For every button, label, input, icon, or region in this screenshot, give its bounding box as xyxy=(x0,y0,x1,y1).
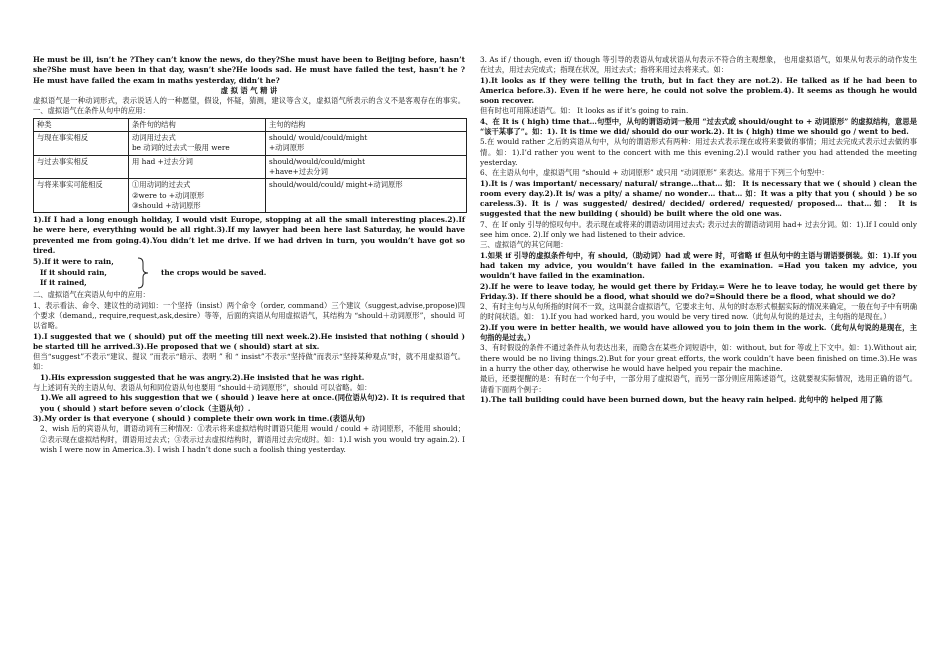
table-cell-condition xyxy=(129,179,266,213)
cell-line: ③should +动词原形 xyxy=(132,200,201,210)
curly-brace-icon xyxy=(136,257,150,289)
inversion-rule: 1.如果 if 引导的虚拟条件句中，有 should,（助动词）had 或 were 时，可省略 if 但从句中的主语与谓语要倒装。如：1).If you had taken my advice, you wouldn’t have failed in the examination. =Had you taken my advice, you wouldn’t have failed in the examination. xyxy=(480,250,917,281)
closing-example: 1).The tall building could have been burned down, but the heavy rain helped. 此句中的 helped 用了陈 xyxy=(480,394,883,404)
cell-line: 用 had +过去分词 xyxy=(132,156,193,166)
section-2-exception: 但当“suggest”不表示“建议、提议 ”而表示“暗示、表明 ” 和 “ insist”不表示“坚持做”而表示“坚持某种观点”时，就不用虚拟语气。如： xyxy=(33,352,465,372)
section-3-title: 三、虚拟语气的其它问题： xyxy=(480,240,568,250)
inversion-examples: 2).If he were to leave today, he would get there by Friday.= Were he to leave today, he would get there by Friday.3). If there should be a flood, what should we do?=Should there be a flood, what should we do? xyxy=(480,281,917,301)
section-2-examples: 1).I suggested that we ( should) put off the meeting till next week.2).He insisted that nothing ( should ) be started till he arrived.3).He proposed that we ( should) start at six. xyxy=(33,331,465,351)
example-5-line: If it rained, xyxy=(40,277,87,287)
cell-line: should/ would/could/might xyxy=(269,133,368,143)
if-only-rule: 7、在 If only 引导的惊叹句中。表示现在或将来的谓语动词用过去式; 表示过去的谓语动词用 had+ 过去分词。如：1).If I could only see him once. 2).If only we had listened to their advice. xyxy=(480,219,917,240)
page-title: 虚 拟 语 气 精 讲 xyxy=(220,85,278,95)
section-2-rule: 1、表示看法、命令、建议性的动词如：一个坚持（insist）两个命令（order, command）三个建议（suggest,advise,propose)四个要求（demand,, require,request,ask,desire）等等，后面的宾语从句用虚拟语气，其结构为 “should＋动词原形”，should 可以省略。 xyxy=(33,300,465,331)
it-is-time-rule: 4、在 It is ( high) time that…句型中，从句的谓语动词一般用 “过去式或 should/ought to + 动词原形” 的虚拟结构，意思是 “该干某事了”。如：1). It is time we did/ should do our work.2). It is ( high) time we should go / went to bed. xyxy=(480,116,917,137)
as-if-examples: 1).It looks as if they were telling the truth, but in fact they are not.2). He talked as if he had been to America before.3). Even if he were here, he could not solve the problem.4). It seems as though he would soon recover. xyxy=(480,75,917,106)
table-cell-type: 与过去事实相反 xyxy=(34,155,129,179)
section-2-noun-clause-example-3: 3).My order is that everyone ( should ) complete their own work in time.(表语从句) xyxy=(33,413,366,423)
cell-line: ②were to +动词原形 xyxy=(132,190,205,200)
cell-line: +have+过去分词 xyxy=(269,166,328,176)
left-column xyxy=(33,55,465,455)
table-header-row xyxy=(34,118,467,131)
as-if-note: 但有时也可用陈述语气。如： It looks as if it’s going to rain. xyxy=(480,106,689,116)
table-row xyxy=(34,132,467,156)
example-5-line: If it should rain, xyxy=(40,267,107,277)
table-row xyxy=(34,155,467,179)
as-if-rule: 3. As if / though, even if/ though 等引导的表语从句或状语从句表示不符合的主观想象， 也用虚拟语气，如果从句表示的动作发生在过去，用过去完成式；指现在状况，用过去式；指将来用过去将来式。如： xyxy=(480,55,917,75)
cell-line: 动词用过去式 xyxy=(132,133,176,143)
section-2-exception-example: 1).His expression suggested that he was angry.2).He insisted that he was right. xyxy=(40,372,365,382)
mixed-mood-rule: 2、有时主句与从句所指的时间不一致，这叫混合虚拟语气，它要求主句、从句的时态形式根据实际的情况来确定，一般在句子中有明确的时间状语。如： 1).If you had worked hard, you would be very tired now.（此句从句说的是过去，主句指的是现在。） xyxy=(480,302,917,322)
wish-rule: 2、wish 后的宾语从句，谓语动词有三种情况：①表示将来虚拟结构时谓语只能用 would / could + 动词原形，不能用 should；②表示现在虚拟结构时，谓语用过去式；③表示过去虚拟结构时，谓语用过去完成时。如：1).I wish you would try again.2). I wish I were now in America.3). I wish I hadn’t done such a foolish thing yesterday. xyxy=(40,424,465,454)
cell-line: should/would/could/might xyxy=(269,156,365,166)
conditional-structure-table xyxy=(33,118,467,213)
cell-line: ①用动词的过去式 xyxy=(132,180,191,190)
right-column xyxy=(480,55,917,405)
tag-question-intro: He must be ill, isn’t he ?They can’t know the news, do they?She must have been to Beijing before, hasn’t she?She must have been in that day, wasn’t she?He loods sad. He must have failed the test, hasn’t he ?He must have failed the exam in maths yesterday, didn’t he? xyxy=(33,55,465,85)
implied-condition-rule: 3、有时假设的条件不通过条件从句表达出来，而隐含在某些介词短语中，如：without, but for 等或上下文中。如：1).Without air, there would be no living things.2).But for your great efforts, the work couldn’t have been finished on time.3).He was in a hurry the other day, otherwise he would have helped you repair the machine. xyxy=(480,343,917,373)
cell-line: +动词原形 xyxy=(269,143,305,153)
table-cell-main xyxy=(266,132,467,156)
would-rather-rule: 5.在 would rather 之后的宾语从句中，从句的谓语形式有两种：用过去式表示现在或将来要做的事情；用过去完成式表示过去做的事情。如：1).I’d rather you went to the concert with me this evening.2).I would rather you had attended the meeting yesterday. xyxy=(480,137,917,167)
example-5-conditions xyxy=(33,257,114,288)
table-cell-main xyxy=(266,179,467,213)
table-cell-condition xyxy=(129,132,266,156)
section-2-noun-clause-rule: 与上述词有关的主语从句、表语从句和同位语从句也要用 “should＋动词原形”，should 可以省略。如： xyxy=(33,383,372,393)
table-cell-type: 与将来事实可能相反 xyxy=(34,179,129,213)
mixed-mood-example: 2).If you were in better health, we would have allowed you to join them in the work.（此句从句说的是现在，主句指的是过去。） xyxy=(480,322,917,343)
cell-line: be 动词的过去式一般用 were xyxy=(132,143,230,153)
table-cell-main xyxy=(266,155,467,179)
table-row xyxy=(34,179,467,213)
closing-note: 最后，还要提醒的是：有时在一个句子中，一部分用了虚拟语气，而另一部分则应用陈述语气，这就要视实际情况，选用正确的语气。请看下面两个例子： xyxy=(480,374,917,394)
table-cell-condition xyxy=(129,155,266,179)
definition-paragraph: 虚拟语气是一种动词形式，表示说话人的一种愿望，假设，怀疑，猜测，建议等含义，虚拟语气所表示的含义不是客观存在的事实。一、虚拟语气在条件从句中的应用： xyxy=(33,96,465,116)
example-5-line: 5).If it were to rain, xyxy=(33,257,114,267)
section-2-title: 二、虚拟语气在宾语从句中的应用： xyxy=(33,290,150,300)
example-5-block xyxy=(33,257,465,289)
table-header-cell: 条件句的结构 xyxy=(129,118,266,131)
table-header-cell: 种类 xyxy=(34,118,129,131)
subject-clause-rule: 6、在主语从句中，虚拟语气用 “should + 动词原形” 或只用 “动词原形” 来表达。常用于下列三个句型中： xyxy=(480,168,829,178)
subject-clause-examples: 1).It is / was important/ necessary/ natural/ strange…that… 如： It is necessary that we ( should ) clean the room every day.2).It is/ was a pity/ a shame/ no wonder… that… 如：It was a pity that you ( should ) be so careless.3). It is / was suggested/ desired/ decided/ ordered/ requested/ proposed… that…如： It is suggested that the new building ( should) be built where the old one was. xyxy=(480,178,917,219)
example-5-result: the crops would be saved. xyxy=(161,268,267,278)
section-2-noun-clause-examples: 1).We all agreed to his suggestion that we ( should ) leave here at once.(同位语从句)2). It is required that you ( should ) start before seven o’clock（主语从句）. xyxy=(40,393,465,413)
table-header-cell: 主句的结构 xyxy=(266,118,467,131)
table-cell-type: 与现在事实相反 xyxy=(34,132,129,156)
conditional-examples: 1).If I had a long enough holiday, I would visit Europe, stopping at all the small interesting places.2).If he were here, everything would be all right.3).If my lawyer had been here last Saturday, he would have prevented me from going.4).You didn’t let me drive. If we had driven in turn, you wouldn’t have got so tired. xyxy=(33,215,465,256)
cell-line: should/would/could/ might+动词原形 xyxy=(269,180,403,190)
